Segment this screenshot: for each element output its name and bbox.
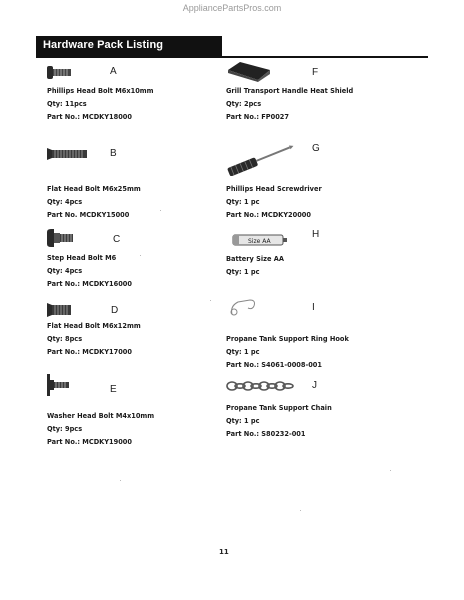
item-part-number: Part No.: MCDKY17000 [47,348,132,356]
scan-speck [160,210,161,211]
phillips-head-bolt-icon [47,65,71,85]
item-part-number: Part No. MCDKY15000 [47,211,130,219]
chain-icon [226,378,294,398]
item-name: Step Head Bolt M6 [47,254,117,262]
watermark: AppliancePartsPros.com [182,3,282,13]
scan-speck [120,480,121,481]
item-letter: J [312,380,317,391]
item-letter: D [111,305,119,316]
heat-shield-icon [226,60,272,86]
item-quantity: Qty: 1 pc [226,417,260,425]
hardware-item-d [47,301,227,359]
item-part-number: Part No.: MCDKY19000 [47,438,132,446]
item-quantity: Qty: 4pcs [47,198,83,206]
item-part-number: Part No.: MCDKY16000 [47,280,132,288]
scan-speck [300,510,301,511]
item-name: Phillips Head Bolt M6x10mm [47,87,154,95]
flat-head-bolt-icon [47,145,87,164]
battery-label: Size AA [248,238,271,245]
hardware-item-a [47,62,227,124]
section-title: Hardware Pack Listing [43,39,164,51]
hardware-item-c [47,229,227,293]
item-quantity: Qty: 1 pc [226,348,260,356]
item-name: Propane Tank Support Chain [226,404,332,412]
item-name: Battery Size AA [226,255,284,263]
scan-speck [390,470,391,471]
item-name: Washer Head Bolt M4x10mm [47,412,155,420]
hardware-item-b [47,143,227,218]
item-part-number: Part No.: MCDKY20000 [226,211,311,219]
item-letter: H [312,229,320,240]
item-part-number: Part No.: FP0027 [226,113,289,121]
flat-head-bolt-short-icon [47,302,71,321]
item-quantity: Qty: 4pcs [47,267,83,275]
item-name: Flat Head Bolt M6x12mm [47,322,141,330]
hardware-item-j [226,378,406,440]
item-letter: A [110,66,117,77]
screwdriver-icon [226,142,296,180]
item-letter: F [312,67,319,78]
item-quantity: Qty: 11pcs [47,100,87,108]
item-part-number: Part No.: S80232-001 [226,430,306,438]
hardware-item-e [47,374,227,448]
section-header [36,36,222,56]
battery-icon [232,232,288,252]
ring-hook-icon [228,296,260,322]
item-letter: G [312,143,320,154]
hardware-item-i [226,296,406,368]
hardware-item-f [226,60,406,124]
scan-speck [210,300,211,301]
item-quantity: Qty: 1 pc [226,198,260,206]
item-name: Phillips Head Screwdriver [226,185,322,193]
item-letter: E [110,384,117,395]
item-quantity: Qty: 2pcs [226,100,262,108]
item-letter: C [113,234,121,245]
item-part-number: Part No.: MCDKY18000 [47,113,132,121]
item-letter: B [110,148,117,159]
hardware-item-g [226,140,406,220]
page-number: 11 [219,548,229,556]
item-letter: I [312,302,315,313]
item-quantity: Qty: 1 pc [226,268,260,276]
item-name: Flat Head Bolt M6x25mm [47,185,141,193]
item-part-number: Part No.: S4061-0008-001 [226,361,322,369]
item-quantity: Qty: 8pcs [47,335,83,343]
step-head-bolt-icon [47,229,73,251]
hardware-item-h [226,228,406,278]
scan-speck [140,255,141,256]
item-name: Grill Transport Handle Heat Shield [226,87,354,95]
item-name: Propane Tank Support Ring Hook [226,335,349,343]
item-quantity: Qty: 9pcs [47,425,83,433]
header-rule [36,56,428,58]
washer-head-bolt-icon [47,374,69,400]
